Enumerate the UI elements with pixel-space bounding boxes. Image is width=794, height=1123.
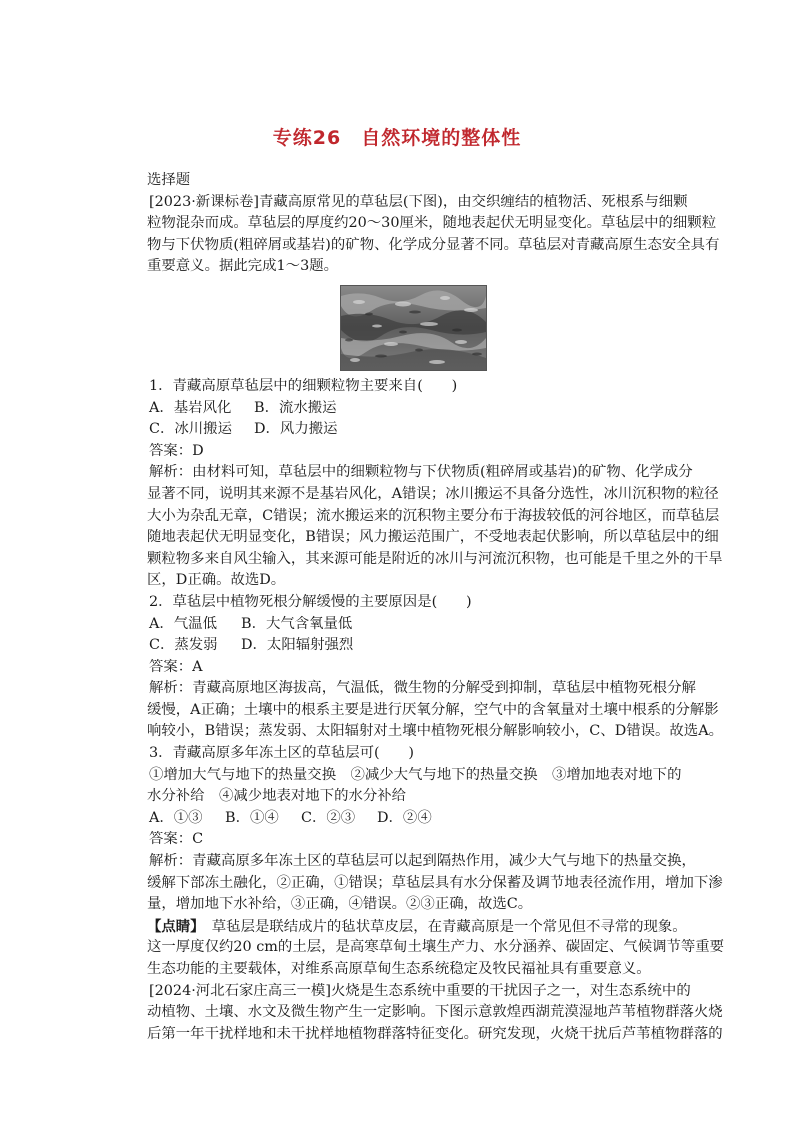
intro-paragraph-2 — [147, 981, 723, 1046]
tip-text: 草毡层是联结成片的毡状草皮层，在青藏高原是一个常见但不寻常的现象。 — [211, 918, 687, 935]
answer: 答案：D — [149, 442, 204, 459]
option-c: C．②③ — [301, 809, 356, 826]
option-c: C．冰川搬运 — [149, 421, 232, 438]
analysis-line: 解析：由材料可知，草毡层中的细颗粒物与下伏物质(粗碎屑或基岩)的矿物、化学成分 — [149, 464, 693, 481]
analysis-line: 显著不同，说明其来源不是基岩风化，A错误；冰川搬运不具备分选性，冰川沉积物的粒径 — [147, 485, 719, 502]
question-3 — [147, 743, 723, 916]
page-title: 专练26 自然环境的整体性 — [272, 127, 522, 149]
option-row — [147, 635, 675, 657]
grass-mat-photo — [340, 285, 487, 371]
option-row — [147, 808, 675, 830]
question-stem: 1．青藏高原草毡层中的细颗粒物主要来自( ) — [149, 377, 458, 394]
option-row — [147, 614, 675, 636]
option-d: D．太阳辐射强烈 — [241, 637, 354, 654]
text-line: 重要意义。据此完成1～3题。 — [147, 258, 338, 275]
analysis-line: 解析：青藏高原地区海拔高，气温低，微生物的分解受到抑制，草毡层中植物死根分解 — [149, 680, 696, 697]
tip-line — [147, 916, 687, 938]
analysis-line: 随地表起伏无明显变化，B错误；风力搬运范围广，不受地表起伏影响，所以草毡层中的细 — [147, 529, 719, 546]
statement-line: ①增加大气与地下的热量交换 ②减少大气与地下的热量交换 ③增加地表对地下的 — [149, 766, 682, 783]
tip-label: 【点睛】 — [147, 917, 198, 935]
text-line: 后第一年干扰样地和未干扰样地植物群落特征变化。研究发现，火烧干扰后芦苇植物群落的 — [147, 1025, 723, 1042]
analysis-line: 颗粒物多来自风尘输入，其来源可能是附近的冰川与河流沉积物，也可能是千里之外的干旱 — [147, 550, 723, 567]
option-c: C．蒸发弱 — [149, 637, 218, 654]
question-stem: 2．草毡层中植物死根分解缓慢的主要原因是( ) — [149, 593, 472, 610]
text-line: [2023·新课标卷]青藏高原常见的草毡层(下图)，由交织缠结的植物活、死根系与细颗 — [149, 193, 688, 210]
text-line: 物与下伏物质(粗碎屑或基岩)的矿物、化学成分显著不同。草毡层对青藏高原生态安全具有 — [147, 236, 720, 253]
tip-line: 这一厚度仅约20 cm的土层，是高寒草甸土壤生产力、水分涵养、碳固定、气候调节等重要 — [147, 939, 725, 956]
answer: 答案：C — [149, 831, 204, 848]
analysis-line: 缓慢，A正确；土壤中的根系主要是进行厌氧分解，空气中的含氧量对土壤中根系的分解影 — [147, 701, 719, 718]
analysis-line: 解析：青藏高原多年冻土区的草毡层可以起到隔热作用，减少大气与地下的热量交换， — [149, 853, 696, 870]
question-2 — [147, 592, 723, 743]
option-row — [147, 398, 675, 420]
text-line: 粒物混杂而成。草毡层的厚度约20～30厘米，随地表起伏无明显变化。草毡层中的细颗粒 — [147, 215, 717, 232]
statement-line: 水分补给 ④减少地表对地下的水分补给 — [147, 788, 407, 805]
option-a: A．基岩风化 — [149, 399, 232, 416]
tip-line: 生态功能的主要载体，对维系高原草甸生态系统稳定及牧民福祉具有重要意义。 — [147, 961, 651, 977]
text-line: [2024·河北石家庄高三一模]火烧是生态系统中重要的干扰因子之一，对生态系统中的 — [149, 982, 691, 999]
analysis-line: 缓解下部冻土融化，②正确，①错误；草毡层具有水分保蓄及调节地表径流作用，增加下渗 — [147, 874, 723, 891]
question-stem: 3．青藏高原多年冻土区的草毡层可( ) — [149, 745, 415, 762]
option-a: A．气温低 — [149, 615, 217, 632]
option-row — [147, 419, 675, 441]
answer: 答案：A — [149, 658, 203, 675]
analysis-line: 量，增加地下水补给，③正确，④错误。②③正确，故选C。 — [147, 896, 533, 913]
text-line: 动植物、土壤、水文及微生物产生一定影响。下图示意敦煌西湖荒漠湿地芦苇植物群落火烧 — [147, 1004, 723, 1021]
section-label: 选择题 — [147, 172, 191, 188]
analysis-line: 大小为杂乱无章，C错误；流水搬运来的沉积物主要分布于海拔较低的河谷地区，而草毡层 — [147, 507, 720, 524]
option-d: D．②④ — [377, 809, 432, 826]
option-a: A．①③ — [149, 809, 203, 826]
analysis-line: 区，D正确。故选D。 — [147, 572, 286, 589]
option-d: D．风力搬运 — [254, 421, 338, 438]
question-1 — [147, 376, 723, 592]
option-b: B．①④ — [225, 809, 279, 826]
document-body — [147, 170, 725, 1045]
option-b: B．大气含氧量低 — [241, 615, 353, 632]
option-b: B．流水搬运 — [254, 399, 337, 416]
intro-paragraph-1 — [147, 192, 720, 278]
tip-box — [147, 916, 725, 981]
analysis-line: 响较小，B错误；蒸发弱、太阳辐射对土壤中植物死根分解影响较小，C、D错误。故选A。 — [147, 723, 723, 740]
figure-area — [147, 278, 675, 376]
